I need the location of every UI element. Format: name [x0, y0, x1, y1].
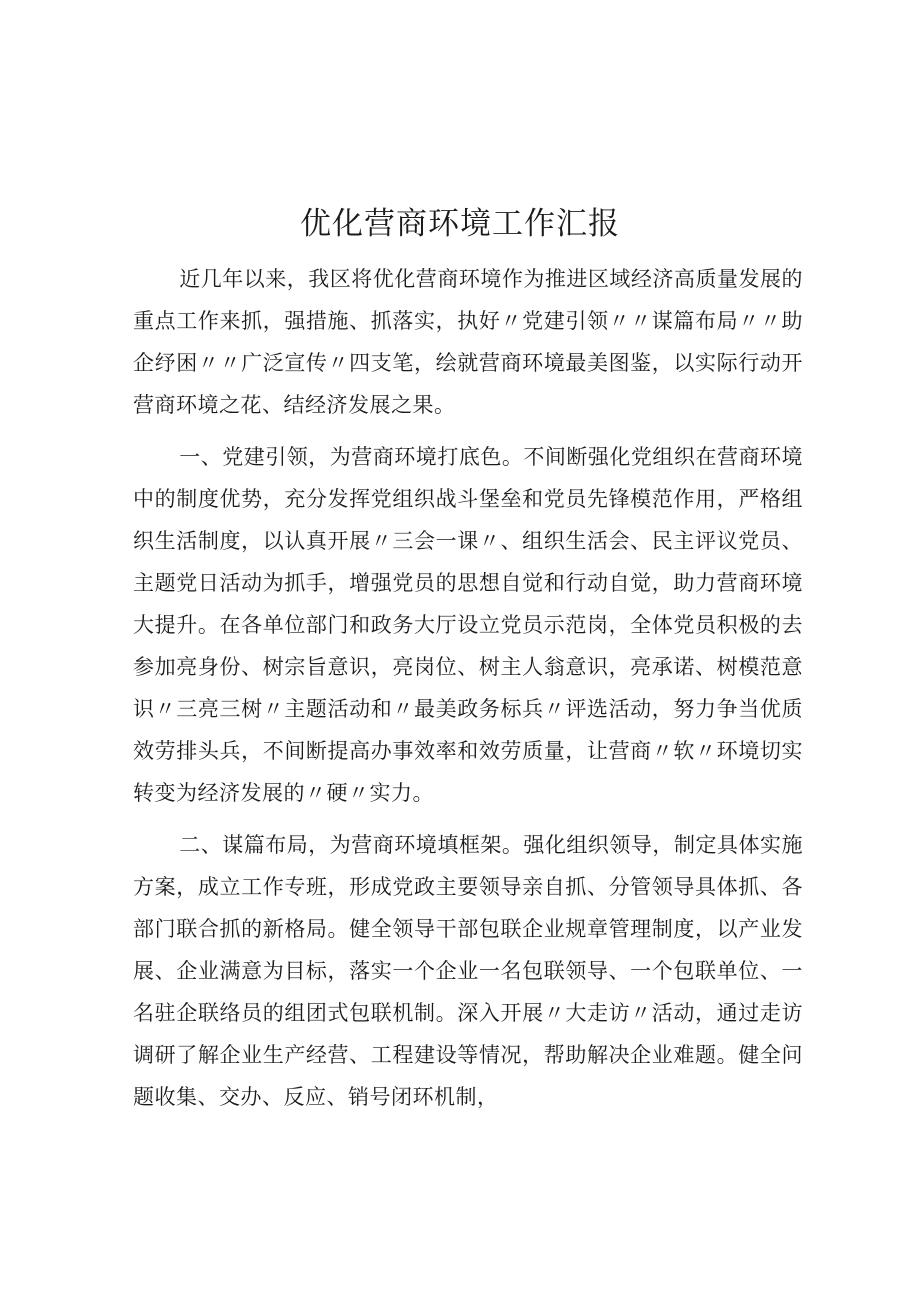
section-two-paragraph: 二、谋篇布局，为营商环境填框架。强化组织领导，制定具体实施方案，成立工作专班，形成党政主要领导亲自抓、分管领导具体抓、各部门联合抓的新格局。健全领导干部包联企业规章管理制度，以产业发展、企业满意为目标，落实一个企业一名包联领导、一个包联单位、一名驻企联络员的组团式包联机制。深入开展〃大走访〃活动，通过走访调研了解企业生产经营、工程建设等情况，帮助解决企业难题。健全问题收集、交办、反应、销号闭环机制，	[133, 833, 803, 1109]
document-title: 优化营商环境工作汇报	[300, 206, 620, 242]
intro-paragraph: 近几年以来，我区将优化营商环境作为推进区域经济高质量发展的重点工作来抓，强措施、抓落实，执好〃党建引领〃〃谋篇布局〃〃助企纾困〃〃广泛宣传〃四支笔，绘就营商环境最美图鉴，以实际行动开营商环境之花、结经济发展之果。	[133, 267, 803, 417]
document-body	[133, 258, 803, 1128]
section-one-paragraph: 一、党建引领，为营商环境打底色。不间断强化党组织在营商环境中的制度优势，充分发挥党组织战斗堡垒和党员先锋模范作用，严格组织生活制度，以认真开展〃三会一课〃、组织生活会、民主评议党员、主题党日活动为抓手，增强党员的思想自觉和行动自觉，助力营商环境大提升。在各单位部门和政务大厅设立党员示范岗，全体党员积极的去参加亮身份、树宗旨意识，亮岗位、树主人翁意识，亮承诺、树模范意识〃三亮三树〃主题活动和〃最美政务标兵〃评选活动，努力争当优质效劳排头兵，不间断提高办事效率和效劳质量，让营商〃软〃环境切实转变为经济发展的〃硬〃实力。	[133, 445, 803, 805]
